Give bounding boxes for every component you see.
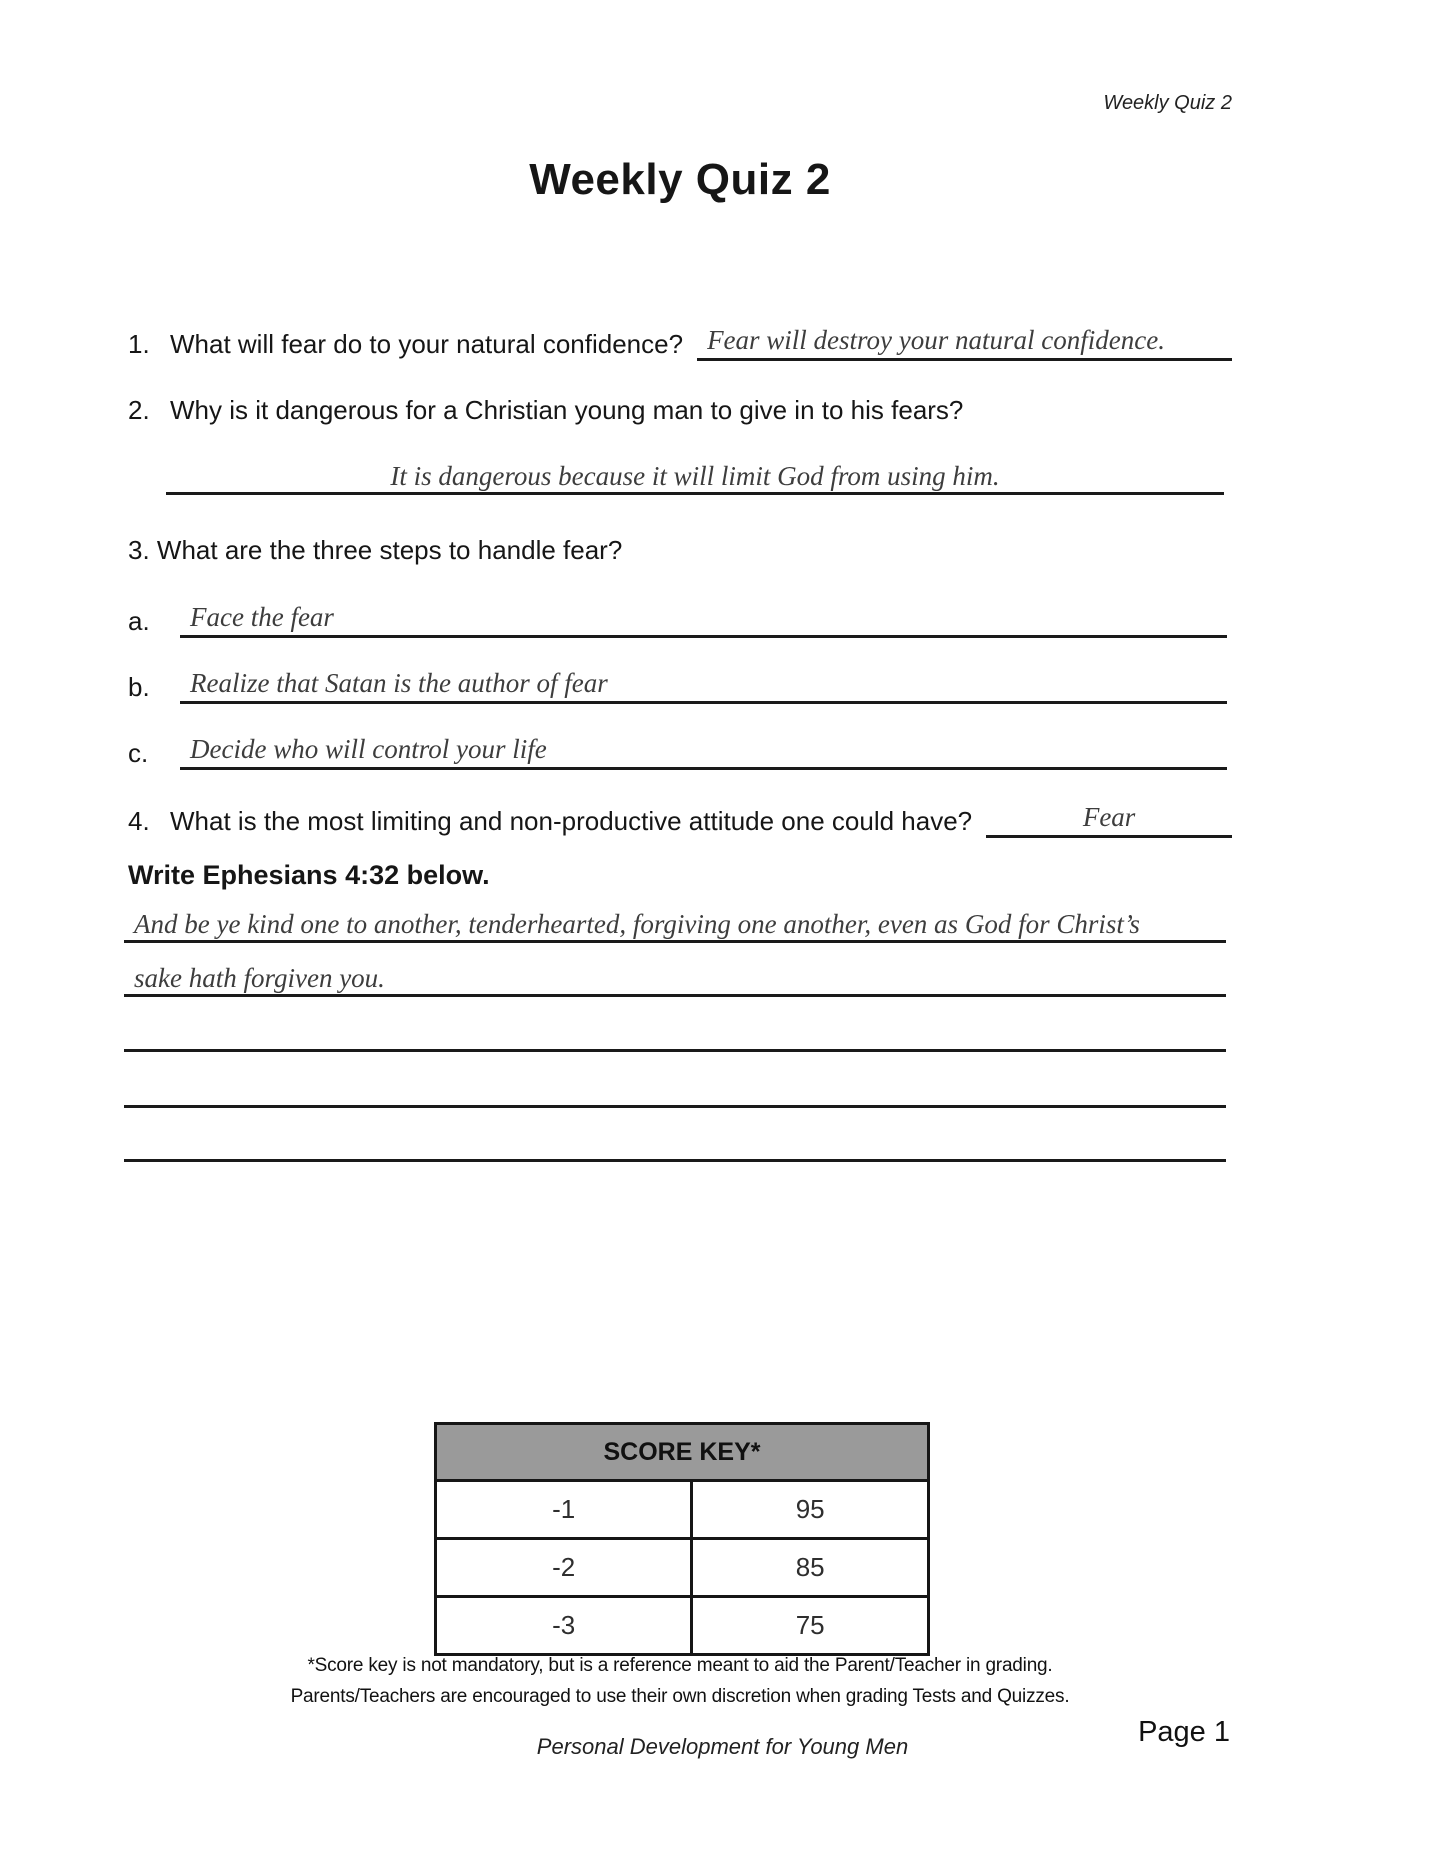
part-b-answer-line: Realize that Satan is the author of fear — [180, 666, 1227, 704]
score-key-footnote-line-2: Parents/Teachers are encouraged to use their own discretion when grading Tests and Quizzes. — [290, 1686, 1070, 1707]
footer-book-title: Personal Development for Young Men — [536, 1734, 909, 1759]
question-3-part-a-row — [128, 600, 1227, 638]
question-3-part-b-row — [128, 666, 1227, 704]
question-3-part-c-row — [128, 732, 1227, 770]
score-key-footnote-line-1: *Score key is not mandatory, but is a reference meant to aid the Parent/Teacher in grading. — [307, 1655, 1053, 1676]
question-4-answer-line: Fear — [986, 800, 1232, 838]
question-4-number: 4. — [128, 806, 150, 836]
question-4-text: What is the most limiting and non-productive attitude one could have? — [170, 806, 973, 836]
question-1-answer-line: Fear will destroy your natural confidence. — [697, 323, 1232, 361]
ephesians-line-1 — [124, 885, 1226, 943]
question-3-heading: 3. What are the three steps to handle fear? — [128, 535, 623, 565]
running-header: Weekly Quiz 2 — [1103, 92, 1232, 114]
deduction-cell: -3 — [436, 1597, 692, 1655]
score-key-footnote — [128, 1650, 1232, 1712]
deduction-cell: -2 — [436, 1539, 692, 1597]
question-2-answer-line — [166, 450, 1224, 495]
part-a-answer-line: Face the fear — [180, 600, 1227, 638]
ephesians-line-2 — [124, 939, 1226, 997]
question-1-text: What will fear do to your natural confidence? — [170, 329, 684, 359]
score-cell: 95 — [692, 1481, 929, 1539]
part-c-answer-line: Decide who will control your life — [180, 732, 1227, 770]
score-key-header-row — [436, 1424, 929, 1481]
question-2-text: Why is it dangerous for a Christian young man to give in to his fears? — [170, 395, 964, 425]
score-cell: 75 — [692, 1597, 929, 1655]
part-c-label: c. — [128, 738, 149, 768]
ephesians-line-3 — [124, 994, 1226, 1052]
table-row — [436, 1597, 929, 1655]
question-1-number: 1. — [128, 329, 150, 359]
part-a-label: a. — [128, 606, 150, 636]
ephesians-line-2-text: sake hath forgiven you. — [134, 963, 385, 993]
table-row — [436, 1539, 929, 1597]
score-cell: 85 — [692, 1539, 929, 1597]
page-title: Weekly Quiz 2 — [529, 155, 831, 204]
ephesians-heading: Write Ephesians 4:32 below. — [128, 860, 490, 890]
score-key-table — [434, 1422, 930, 1656]
question-2-answer-text: It is dangerous because it will limit God from using him. — [390, 461, 1000, 491]
page-number: Page 1 — [1138, 1716, 1230, 1748]
ephesians-line-4 — [124, 1050, 1226, 1108]
ephesians-line-5 — [124, 1104, 1226, 1162]
question-2-row — [128, 393, 1232, 427]
table-row — [436, 1481, 929, 1539]
part-b-label: b. — [128, 672, 150, 702]
score-key-title: SCORE KEY* — [436, 1424, 929, 1481]
question-2-number: 2. — [128, 395, 150, 425]
question-1-row — [128, 323, 1232, 361]
deduction-cell: -1 — [436, 1481, 692, 1539]
question-4-row — [128, 800, 1232, 838]
ephesians-line-1-text: And be ye kind one to another, tenderhearted, forgiving one another, even as God for Christ’s — [134, 909, 1140, 939]
